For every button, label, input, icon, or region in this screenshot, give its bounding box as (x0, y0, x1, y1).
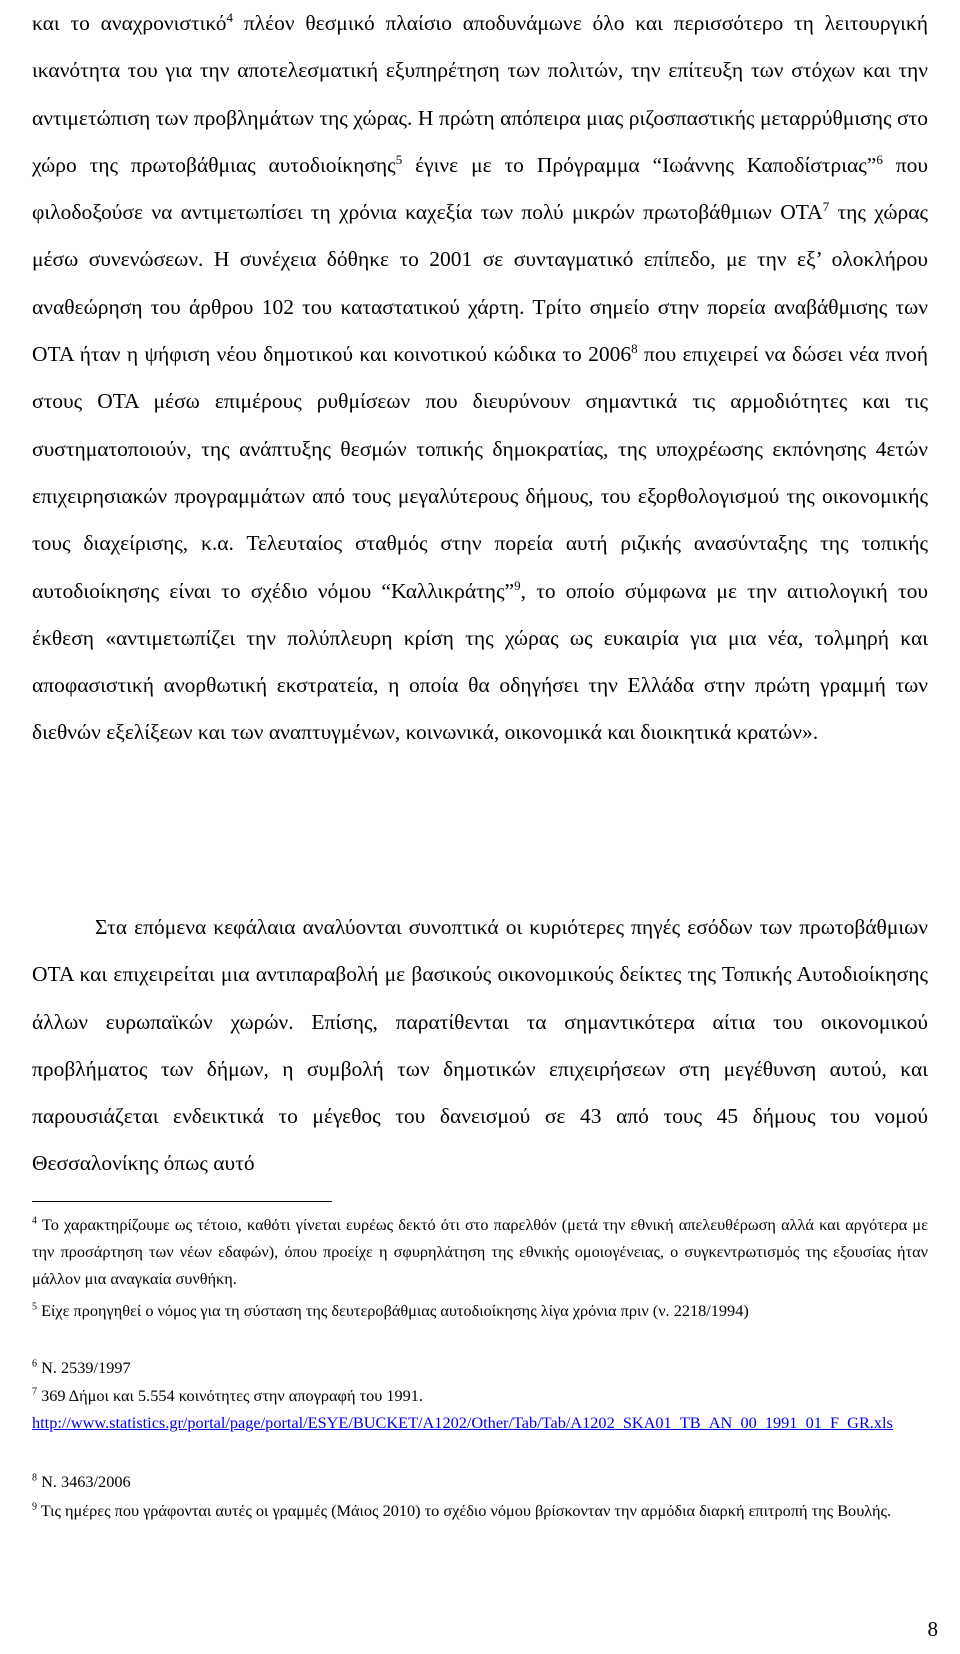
footnote-ref-7[interactable]: 7 (822, 199, 830, 215)
footnote-ref-4[interactable]: 4 (226, 9, 234, 25)
footnote-ref-8[interactable]: 8 (631, 340, 638, 356)
footnote-text: Είχε προηγηθεί ο νόμος για τη σύσταση της δευτεροβάθμιας αυτοδιοίκησης λίγα χρόνια πριν (ν. 2218/1994) (37, 1301, 749, 1320)
footnote-text: 369 Δήμοι και 5.554 κοινότητες στην απογραφή του 1991. (37, 1386, 423, 1405)
footnote-ref-5[interactable]: 5 (395, 151, 403, 167)
text-run: πλέον θεσμικό πλαίσιο αποδυνάμωνε όλο και περισσότερο τη λειτουργική ικανότητα του για την αποτελεσματική εξυπηρέτηση των πολιτών, την επίτευξη των στόχων και την αντιμετώπιση των προβλημάτων της χώρας. Η πρώτη απόπειρα μιας ριζοσπαστικής μεταρρύθμισης στο χώρο της πρωτοβάθμιας αυτοδιοίκησης (32, 11, 928, 177)
page-number: 8 (927, 1617, 938, 1641)
footnote-number: 7 (32, 1386, 37, 1398)
text-run: της χώρας μέσω συνενώσεων. Η συνέχεια δόθηκε το 2001 σε συνταγματικό επίπεδο, με την εξ’ ολοκλήρου αναθεώρηση του άρθρου 102 του καταστατικού χάρτη. Τρίτο σημείο στην πορεία αναβάθμισης των ΟΤΑ ήταν η ψήφιση νέου δημοτικού και κοινοτικού κώδικα το 2006 (32, 200, 928, 367)
footnote-6 (32, 1354, 928, 1381)
footnote-number: 8 (32, 1472, 37, 1484)
text-run: , το οποίο σύμφωνα με την αιτιολογική του έκθεση «αντιμετωπίζει την πολύπλευρη κρίση της χώρας ως ευκαιρία για μια νέα, τολμηρή και αποφασιστική ανορθωτική εκστρατεία, η οποία θα οδηγήσει την Ελλάδα στην πρώτη γραμμή των διεθνών εξελίξεων και των αναπτυγμένων, κοινωνικά, οικονομικά και διοικητικά κρατών». (32, 578, 929, 745)
text-run: που φιλοδοξούσε να αντιμετωπίσει τη χρόνια καχεξία των πολύ μικρών πρωτοβάθμιων ΟΤΑ (32, 152, 928, 225)
text-run: που επιχειρεί να δώσει νέα πνοή στους ΟΤΑ μέσω επιμέρους ρυθμίσεων που διευρύνουν σημαντικά τις αρμοδιότητες και τις συστηματοποιούν, της ανάπτυξης θεσμών τοπικής δημοκρατίας, της υποχρέωσης εκπόνησης 4ετών επιχειρησιακών προγραμμάτων από τους μεγαλύτερους δήμους, του εξορθολογισμού της οικονομικής τους διαχείρισης, κ.α. Τελευταίος σταθμός στην πορεία αυτή ριζικής ανασύνταξης της τοπικής αυτοδιοίκησης είναι το σχέδιο νόμου “Καλλικράτης” (32, 342, 928, 603)
footnote-7 (32, 1382, 928, 1436)
text-run: και το αναχρονιστικό (32, 11, 227, 35)
footnote-8 (32, 1468, 928, 1495)
footnote-link[interactable]: http://www.statistics.gr/portal/page/portal/ESYE/BUCKET/A1202/Other/Tab/Tab/A1202_SKA01_TB_AN_00_1991_01_F_GR.xls (32, 1413, 893, 1432)
footnote-ref-6[interactable]: 6 (876, 151, 883, 167)
footnote-text: Τις ημέρες που γράφονται αυτές οι γραμμές (Μάιος 2010) το σχέδιο νόμου βρίσκονταν την αρμόδια διαρκή επιτροπή της Βουλής. (37, 1501, 892, 1520)
footnote-number: 9 (32, 1501, 37, 1513)
footnote-text: Ν. 3463/2006 (37, 1472, 131, 1491)
footnote-4 (32, 1211, 928, 1292)
footnote-ref-9[interactable]: 9 (514, 577, 521, 593)
body-paragraph-2: Στα επόμενα κεφάλαια αναλύονται συνοπτικά οι κυριότερες πηγές εσόδων των πρωτοβάθμιων ΟΤΑ και επιχειρείται μια αντιπαραβολή με βασικούς οικονομικούς δείκτες της Τοπικής Αυτοδιοίκησης άλλων ευρωπαϊκών χωρών. Επίσης, παρατίθενται τα σημαντικότερα αίτια του οικονομικού προβλήματος των δήμων, η συμβολή των δημοτικών επιχειρήσεων στη μεγέθυνση αυτού, και παρουσιάζεται ενδεικτικά το μέγεθος του δανεισμού σε 43 από τους 45 δήμους του νομού Θεσσαλονίκης όπως αυτό (32, 915, 928, 1176)
footnote-number: 5 (32, 1301, 37, 1313)
text-run: έγινε με το Πρόγραμμα “Ιωάννης Καποδίστριας” (402, 152, 877, 177)
body-paragraph-1 (32, 0, 928, 757)
footnote-text: Ν. 2539/1997 (37, 1358, 131, 1377)
footnote-separator (32, 1201, 332, 1202)
footnote-number: 6 (32, 1358, 37, 1370)
footnote-text: Το χαρακτηρίζουμε ως τέτοιο, καθότι γίνεται ευρέως δεκτό ότι στο παρελθόν (μετά την εθνική απελευθέρωση αλλά και αργότερα με την προσάρτηση των νέων εδαφών), όπου προείχε η σφυρηλάτηση της εθνικής ομοιογένειας, ο συγκεντρωτισμός της εξουσίας ήταν μάλλον μια αναγκαία συνθήκη. (32, 1215, 928, 1288)
footnote-5 (32, 1297, 928, 1324)
footnote-9 (32, 1497, 928, 1524)
footnote-number: 4 (32, 1215, 37, 1227)
